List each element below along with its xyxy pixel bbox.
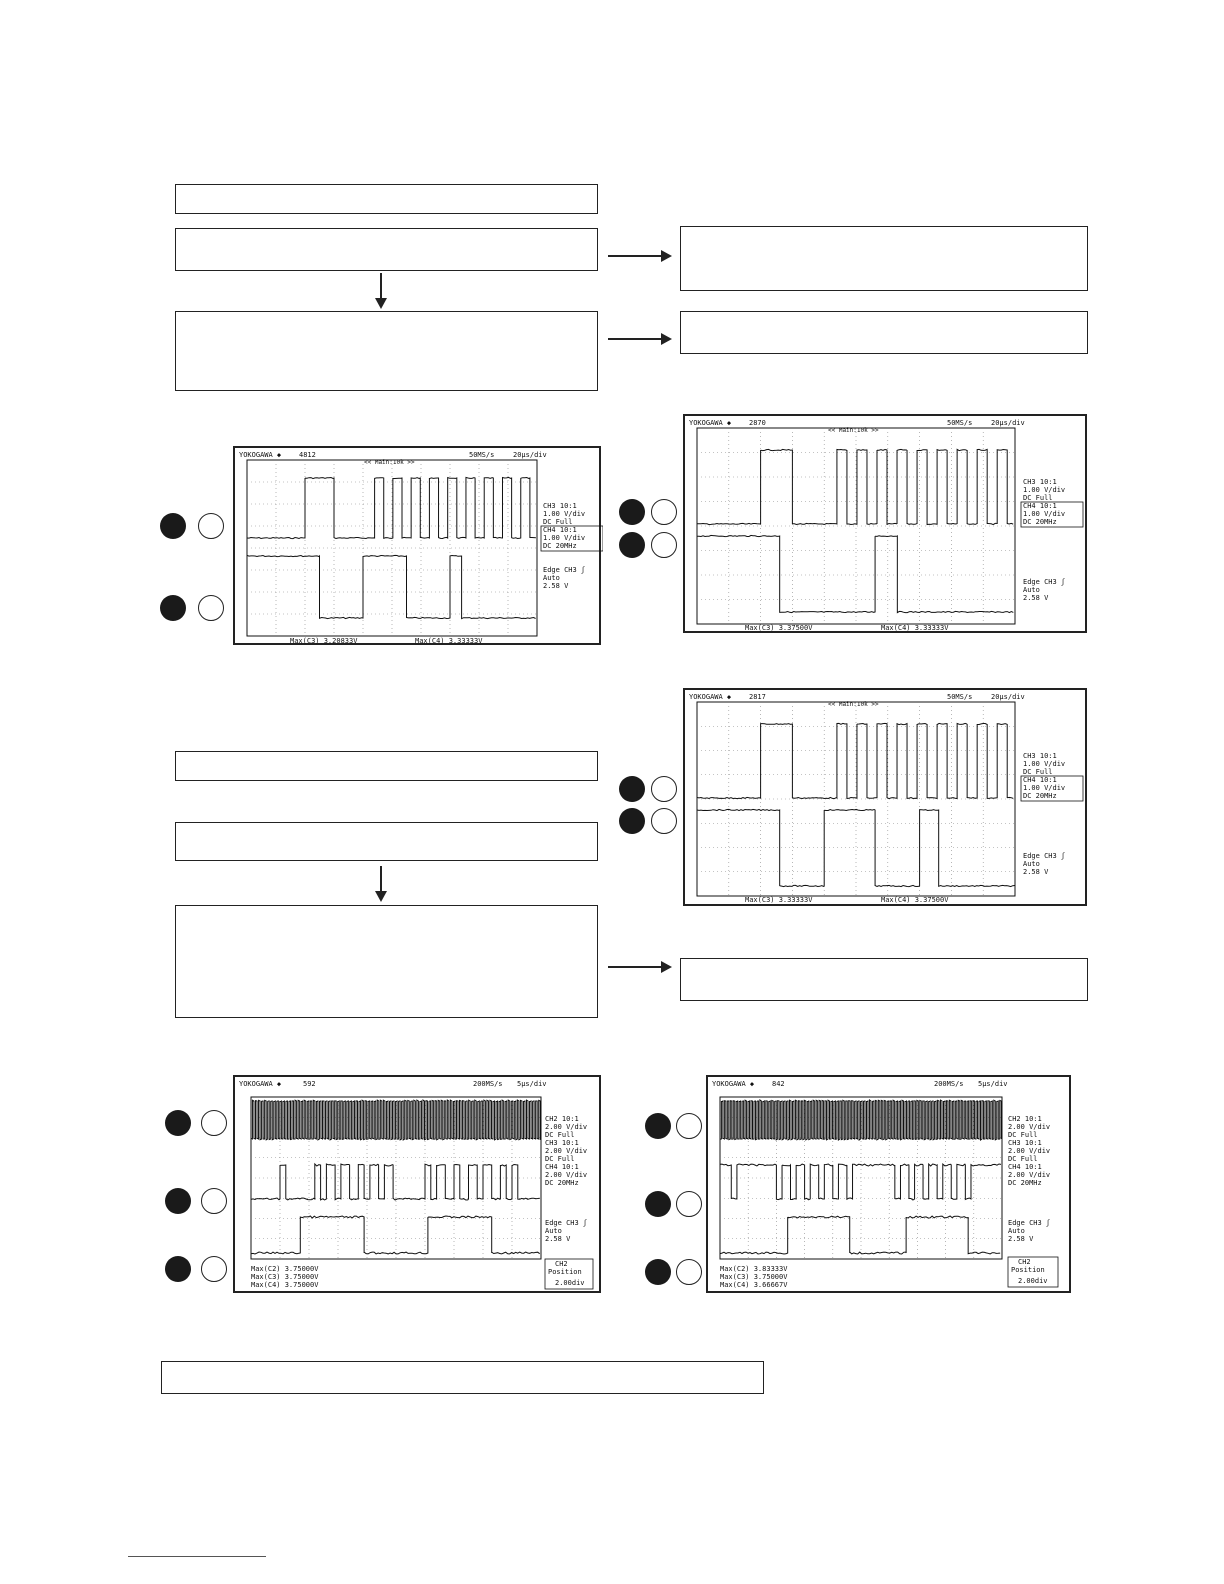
time-per-div: 20µs/div xyxy=(991,693,1025,701)
position-panel-value: 2.00div xyxy=(1018,1277,1048,1285)
channel-setting: 1.00 V/div xyxy=(1023,510,1066,518)
flow-box-title-top xyxy=(175,184,598,214)
channel-setting: CH3 10:1 xyxy=(1023,752,1057,760)
mode-indicator: << Main:10k >> xyxy=(828,427,879,434)
channel-setting: DC Full xyxy=(1023,494,1053,502)
channel-setting: CH3 10:1 xyxy=(545,1139,579,1147)
marker-open-s1-b xyxy=(198,595,224,621)
trigger-setting: Edge CH3 ʃ xyxy=(545,1219,588,1227)
measurement-readout: Max(C3) 3.75000V xyxy=(720,1273,788,1281)
marker-filled-s3-a xyxy=(619,776,645,802)
channel-setting: 2.00 V/div xyxy=(545,1123,588,1131)
channel-setting: DC Full xyxy=(1008,1131,1038,1139)
sample-rate: 200MS/s xyxy=(934,1080,964,1088)
flow-box-step-2 xyxy=(175,311,598,391)
trigger-setting: Auto xyxy=(545,1227,562,1235)
marker-filled-s1-b xyxy=(160,595,186,621)
acquisition-counter: 4812 xyxy=(299,451,316,459)
channel-setting: 1.00 V/div xyxy=(543,510,586,518)
oscilloscope-capture-1 xyxy=(233,446,601,645)
trace-ch3 xyxy=(247,477,536,538)
trace-ch3 xyxy=(697,723,1013,798)
trigger-setting: Edge CH3 ʃ xyxy=(1008,1219,1051,1227)
channel-setting: DC Full xyxy=(1008,1155,1038,1163)
trace-ch3 xyxy=(251,1164,540,1200)
marker-open-s5-c xyxy=(676,1259,702,1285)
sample-rate: 200MS/s xyxy=(473,1080,503,1088)
brand-label: YOKOGAWA ◆ xyxy=(689,419,732,427)
marker-open-s4-b xyxy=(201,1188,227,1214)
trace-ch2 xyxy=(720,1100,1001,1140)
channel-setting: 2.00 V/div xyxy=(1008,1171,1051,1179)
channel-setting: 2.00 V/div xyxy=(1008,1123,1051,1131)
trigger-setting: Auto xyxy=(1023,586,1040,594)
measurement-c3: Max(C3) 3.20833V xyxy=(290,637,358,645)
brand-label: YOKOGAWA ◆ xyxy=(239,451,282,459)
footer-rule xyxy=(128,1556,266,1557)
trigger-setting: 2.58 V xyxy=(1008,1235,1034,1243)
scope-svg-3 xyxy=(685,690,1089,908)
position-panel-label: Position xyxy=(1011,1266,1045,1274)
trace-ch4 xyxy=(720,1216,1000,1254)
trigger-setting: Auto xyxy=(1008,1227,1025,1235)
trigger-setting: 2.58 V xyxy=(545,1235,571,1243)
arrow-right-2 xyxy=(608,338,670,340)
trigger-setting: Edge CH3 ʃ xyxy=(543,566,586,574)
scope-svg-5 xyxy=(708,1077,1073,1295)
trigger-setting: Auto xyxy=(543,574,560,582)
trace-ch3 xyxy=(697,449,1013,524)
channel-setting: CH2 10:1 xyxy=(1008,1115,1042,1123)
trigger-setting: Edge CH3 ʃ xyxy=(1023,578,1066,586)
channel-setting: DC Full xyxy=(545,1155,575,1163)
flow-box-title-middle xyxy=(175,751,598,781)
channel-setting: DC 20MHz xyxy=(545,1179,579,1187)
measurement-c4: Max(C4) 3.37500V xyxy=(881,896,949,904)
measurement-readout: Max(C4) 3.75000V xyxy=(251,1281,319,1289)
channel-setting: CH4 10:1 xyxy=(545,1163,579,1171)
channel-setting: 2.00 V/div xyxy=(1008,1147,1051,1155)
measurement-readout: Max(C2) 3.75000V xyxy=(251,1265,319,1273)
channel-setting: 1.00 V/div xyxy=(1023,486,1066,494)
measurement-c3: Max(C3) 3.37500V xyxy=(745,624,813,632)
measurement-readout: Max(C4) 3.66667V xyxy=(720,1281,788,1289)
marker-filled-s1-a xyxy=(160,513,186,539)
channel-setting: CH4 10:1 xyxy=(1023,776,1057,784)
marker-open-s1-a xyxy=(198,513,224,539)
channel-setting: CH3 10:1 xyxy=(1023,478,1057,486)
oscilloscope-capture-3 xyxy=(683,688,1087,906)
scope-svg-4 xyxy=(235,1077,603,1295)
trigger-setting: Auto xyxy=(1023,860,1040,868)
time-per-div: 20µs/div xyxy=(513,451,547,459)
channel-setting: DC 20MHz xyxy=(1008,1179,1042,1187)
channel-setting: DC 20MHz xyxy=(1023,518,1057,526)
measurement-c4: Max(C4) 3.33333V xyxy=(881,624,949,632)
channel-setting: 1.00 V/div xyxy=(1023,760,1066,768)
marker-filled-s4-b xyxy=(165,1188,191,1214)
marker-open-s5-b xyxy=(676,1191,702,1217)
brand-label: YOKOGAWA ◆ xyxy=(712,1080,755,1088)
oscilloscope-capture-2 xyxy=(683,414,1087,633)
trigger-setting: 2.58 V xyxy=(1023,868,1049,876)
arrow-right-3 xyxy=(608,966,670,968)
position-panel-channel: CH2 xyxy=(555,1260,568,1268)
flow-box-result-2 xyxy=(680,311,1088,354)
channel-setting: CH4 10:1 xyxy=(1008,1163,1042,1171)
channel-setting: CH4 10:1 xyxy=(1023,502,1057,510)
position-panel-channel: CH2 xyxy=(1018,1258,1031,1266)
marker-filled-s4-c xyxy=(165,1256,191,1282)
position-panel-value: 2.00div xyxy=(555,1279,585,1287)
acquisition-counter: 842 xyxy=(772,1080,785,1088)
trigger-setting: 2.58 V xyxy=(543,582,569,590)
scope-svg-2 xyxy=(685,416,1089,635)
channel-setting: 2.00 V/div xyxy=(545,1147,588,1155)
marker-open-s4-c xyxy=(201,1256,227,1282)
mode-indicator: << Main:10k >> xyxy=(364,459,415,466)
marker-open-s3-b xyxy=(651,808,677,834)
marker-filled-s5-a xyxy=(645,1113,671,1139)
channel-setting: 2.00 V/div xyxy=(545,1171,588,1179)
marker-filled-s2-a xyxy=(619,499,645,525)
channel-setting: CH3 10:1 xyxy=(543,502,577,510)
marker-filled-s4-a xyxy=(165,1110,191,1136)
flow-box-step-1 xyxy=(175,228,598,271)
marker-open-s3-a xyxy=(651,776,677,802)
marker-filled-s2-b xyxy=(619,532,645,558)
flow-box-result-3 xyxy=(680,958,1088,1001)
marker-open-s2-a xyxy=(651,499,677,525)
measurement-readout: Max(C2) 3.83333V xyxy=(720,1265,788,1273)
measurement-c3: Max(C3) 3.33333V xyxy=(745,896,813,904)
trace-ch4 xyxy=(251,1216,540,1254)
channel-setting: CH3 10:1 xyxy=(1008,1139,1042,1147)
oscilloscope-capture-5 xyxy=(706,1075,1071,1293)
trace-ch4 xyxy=(247,555,536,618)
trigger-setting: Edge CH3 ʃ xyxy=(1023,852,1066,860)
trace-ch4 xyxy=(697,535,1013,612)
channel-setting: 1.00 V/div xyxy=(543,534,586,542)
channel-setting: 1.00 V/div xyxy=(1023,784,1066,792)
flow-box-result-1 xyxy=(680,226,1088,291)
channel-setting: DC 20MHz xyxy=(1023,792,1057,800)
mode-indicator: << Main:10k >> xyxy=(828,701,879,708)
sample-rate: 50MS/s xyxy=(947,693,973,701)
time-per-div: 5µs/div xyxy=(978,1080,1008,1088)
arrow-down-1 xyxy=(380,273,382,307)
channel-setting: DC 20MHz xyxy=(543,542,577,550)
scope-svg-1 xyxy=(235,448,603,647)
trigger-setting: 2.58 V xyxy=(1023,594,1049,602)
marker-filled-s3-b xyxy=(619,808,645,834)
brand-label: YOKOGAWA ◆ xyxy=(239,1080,282,1088)
sample-rate: 50MS/s xyxy=(947,419,973,427)
flow-box-bottom-note xyxy=(161,1361,764,1394)
marker-filled-s5-b xyxy=(645,1191,671,1217)
marker-open-s4-a xyxy=(201,1110,227,1136)
channel-setting: DC Full xyxy=(543,518,573,526)
marker-filled-s5-c xyxy=(645,1259,671,1285)
flow-box-step-3 xyxy=(175,822,598,861)
arrow-right-1 xyxy=(608,255,670,257)
acquisition-counter: 2817 xyxy=(749,693,766,701)
trace-ch4 xyxy=(697,809,1015,886)
brand-label: YOKOGAWA ◆ xyxy=(689,693,732,701)
flow-box-step-4 xyxy=(175,905,598,1018)
sample-rate: 50MS/s xyxy=(469,451,495,459)
acquisition-counter: 2870 xyxy=(749,419,766,427)
oscilloscope-capture-4 xyxy=(233,1075,601,1293)
time-per-div: 20µs/div xyxy=(991,419,1025,427)
trace-ch2 xyxy=(251,1100,540,1140)
measurement-readout: Max(C3) 3.75000V xyxy=(251,1273,319,1281)
trace-ch3 xyxy=(720,1164,1001,1200)
position-panel-label: Position xyxy=(548,1268,582,1276)
channel-setting: DC Full xyxy=(545,1131,575,1139)
marker-open-s2-b xyxy=(651,532,677,558)
marker-open-s5-a xyxy=(676,1113,702,1139)
channel-setting: CH2 10:1 xyxy=(545,1115,579,1123)
channel-setting: DC Full xyxy=(1023,768,1053,776)
arrow-down-2 xyxy=(380,866,382,900)
time-per-div: 5µs/div xyxy=(517,1080,547,1088)
acquisition-counter: 592 xyxy=(303,1080,316,1088)
measurement-c4: Max(C4) 3.33333V xyxy=(415,637,483,645)
channel-setting: CH4 10:1 xyxy=(543,526,577,534)
